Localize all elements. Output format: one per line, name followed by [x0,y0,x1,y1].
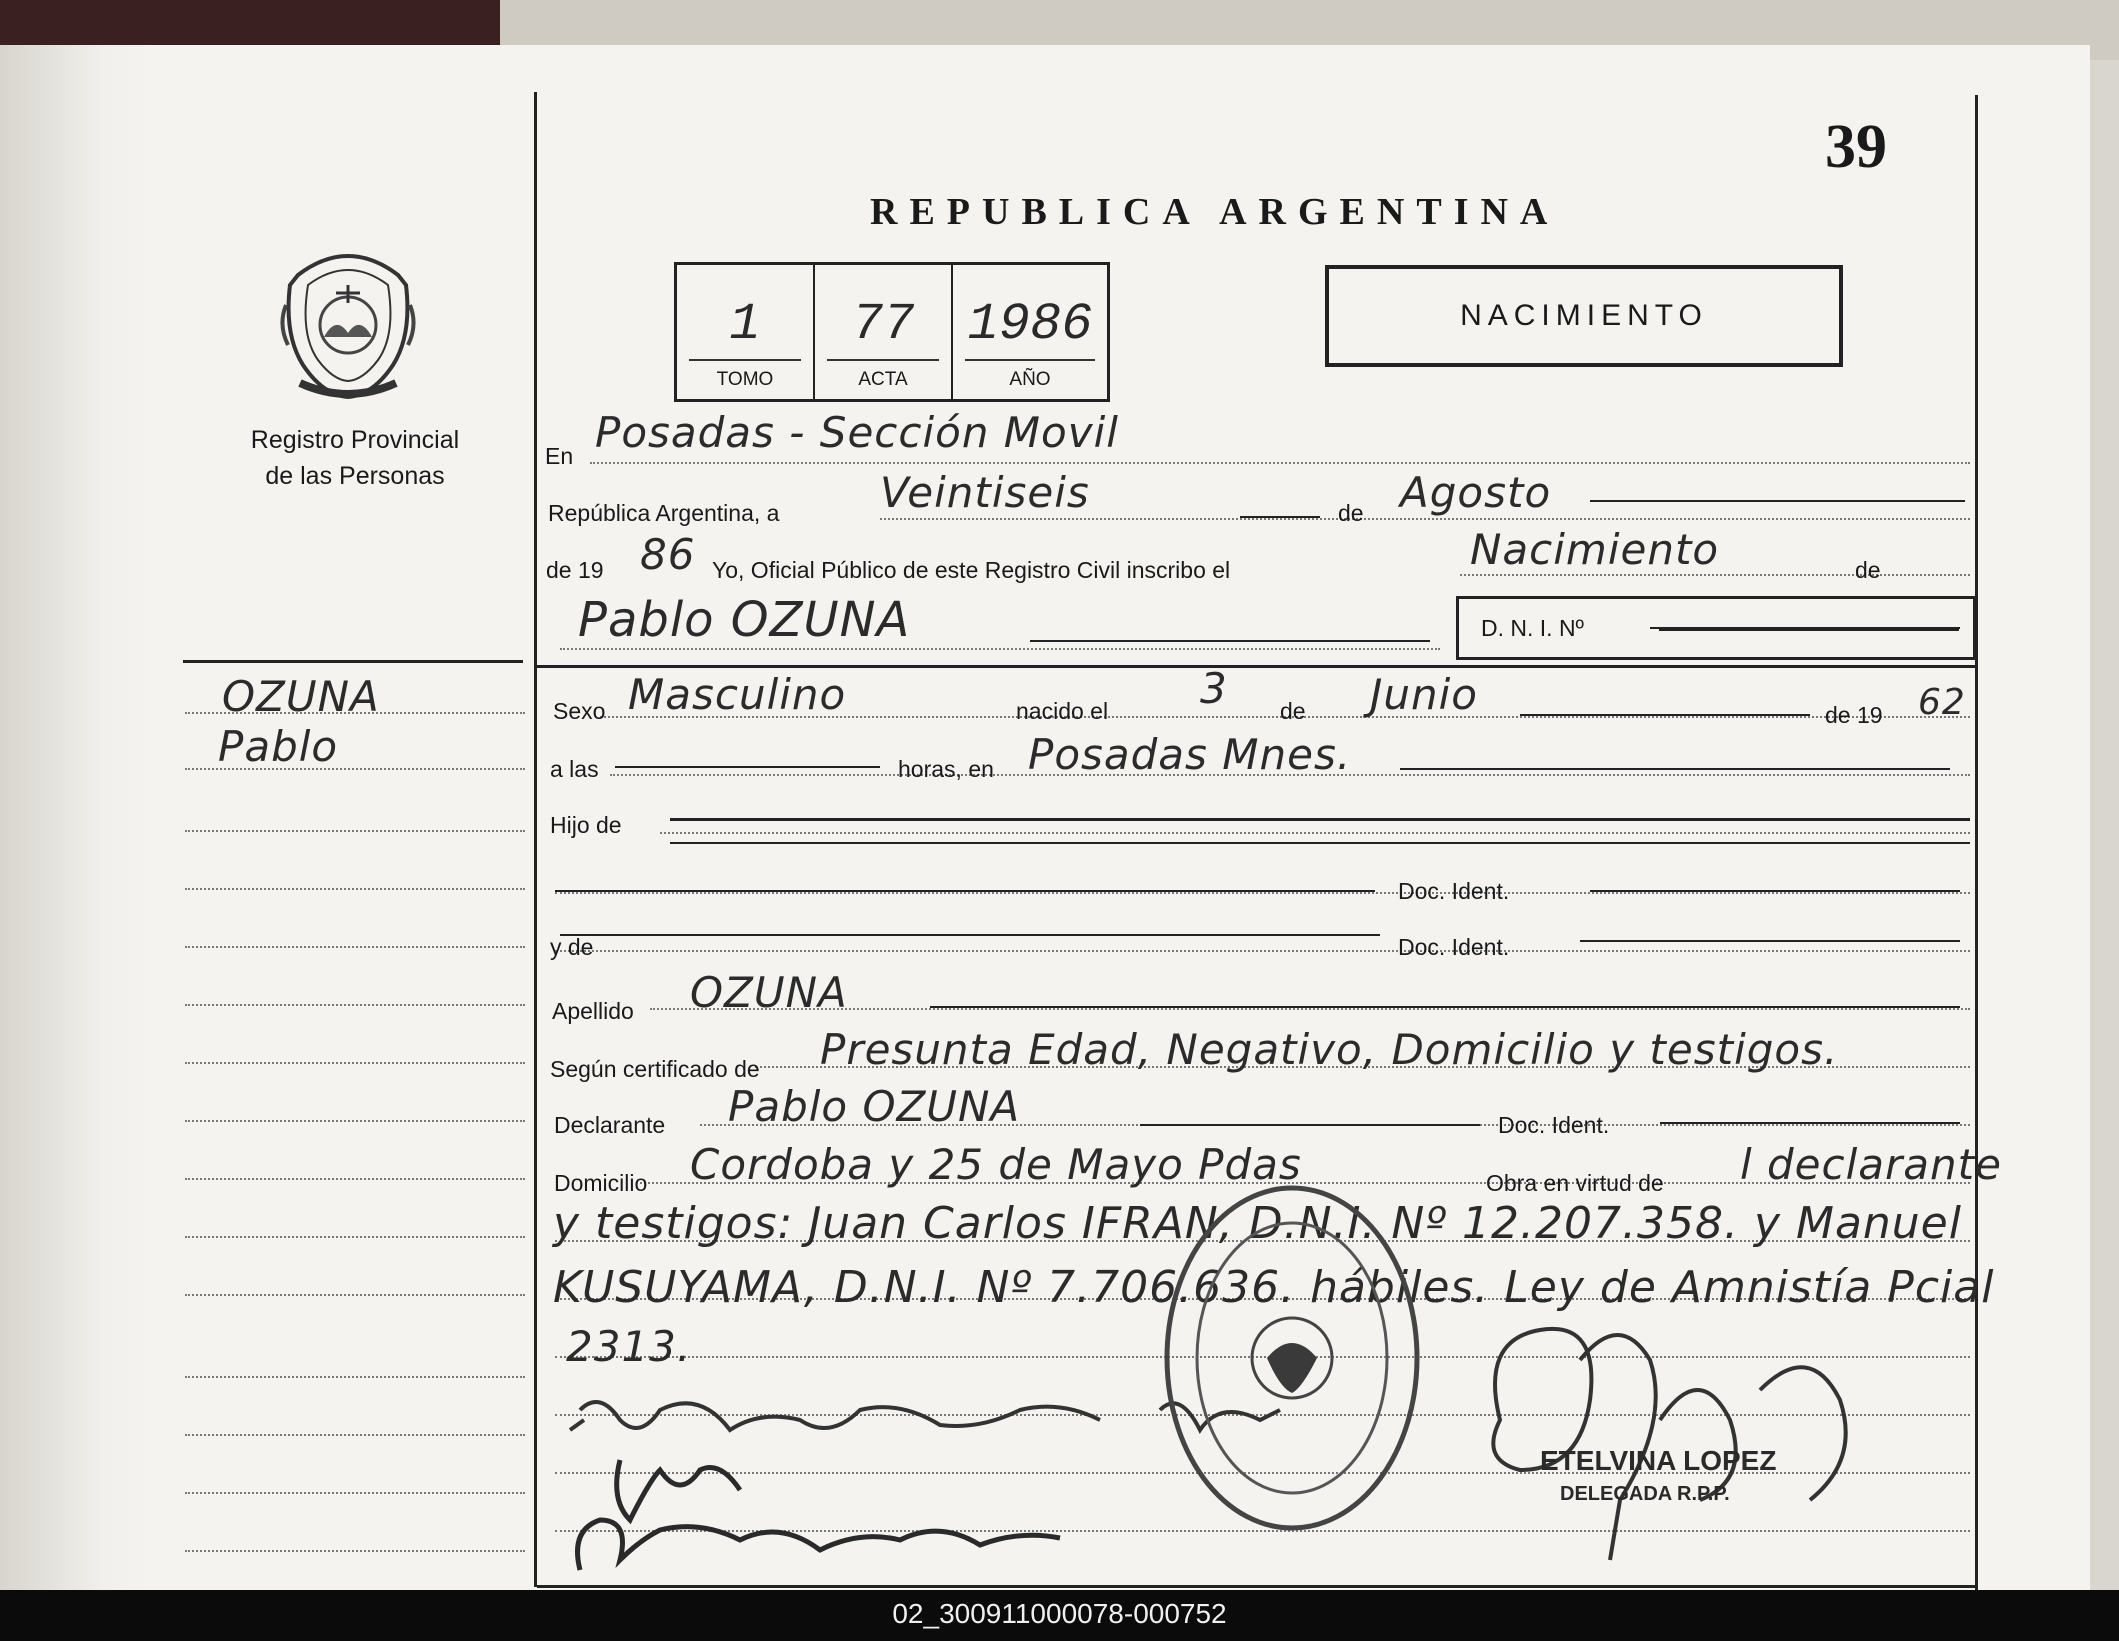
right-border [1975,95,1978,1590]
provincial-seal-icon [278,245,418,401]
day-words-value: Veintiseis [880,468,1090,517]
tomo-underline [689,359,801,361]
republica-label: República Argentina, a [548,500,780,526]
sexo-value: Masculino [628,670,847,719]
acta-label: ACTA [858,369,908,390]
fill-stroke [1400,768,1950,770]
tomo-cell [677,265,815,399]
registry-label [205,422,505,494]
page-number: 39 [1825,113,1887,181]
svg-text:DELEGADA R.P.P.: DELEGADA R.P.P. [1560,1483,1730,1505]
en-label: En [545,443,574,469]
birth-month-value: Junio [1370,670,1478,719]
fill-stroke [930,1006,1960,1008]
anio-underline [965,359,1095,361]
fill-stroke [615,766,880,768]
hijo-label: Hijo de [550,812,622,838]
certificado-value: Presunta Edad, Negativo, Domicilio y testigos. [820,1025,1839,1074]
fill-stroke [1520,714,1810,716]
doc-ident-label-3: Doc. Ident. [1498,1112,1610,1138]
book-gutter [0,45,150,1590]
dni-blank-line [1659,629,1959,631]
fill-stroke [1590,890,1960,892]
act-type-value: Nacimiento [1470,525,1720,574]
anio-value: 1986 [967,295,1093,354]
form-line [555,950,1970,952]
remarks-line2: KUSUYAMA, D.N.I. Nº 7.706.636. hábiles. Ley de Amnistía Pcial [553,1262,1995,1313]
doc-ident-label-1: Doc. Ident. [1398,878,1510,904]
margin-line [185,1492,525,1494]
official-oval-stamp-icon [1152,1178,1432,1548]
tomo-label: TOMO [716,369,774,390]
fill-stroke [670,818,1970,821]
a-las-label: a las [550,756,599,782]
acta-underline [827,359,939,361]
form-line [560,648,1440,650]
fill-stroke [1660,1122,1960,1124]
obra-value: l declarante [1740,1140,2002,1189]
fill-stroke [1580,940,1960,942]
margin-line [185,1434,525,1436]
horas-label: horas, en [898,756,994,782]
margin-line [185,888,525,890]
nacido-label: nacido el [1016,698,1109,724]
doc-ident-label-2: Doc. Ident. [1398,934,1510,960]
subject-name-value: Pablo OZUNA [578,592,911,648]
margin-header-rule [183,660,523,663]
year-suffix-value: 86 [640,530,696,579]
place-value: Posadas - Sección Movil [595,408,1119,457]
apellido-label: Apellido [552,998,634,1024]
fill-stroke [1030,640,1430,642]
record-type-box: NACIMIENTO [1325,265,1843,367]
domicilio-label: Domicilio [554,1170,648,1196]
form-line [590,462,1970,464]
margin-line [185,1294,525,1296]
country-title: REPUBLICA ARGENTINA [870,191,1560,233]
registry-label-line2: de las Personas [265,462,445,490]
margin-line [185,830,525,832]
svg-text:ETELVINA LOPEZ: ETELVINA LOPEZ [1540,1445,1777,1476]
year-prefix-label: de 19 [546,557,604,583]
segun-label: Según certificado de [550,1056,760,1082]
birth-year-suffix-value: 62 [1918,682,1966,723]
fill-stroke [555,890,1375,892]
tomo-value: 1 [729,295,761,354]
acta-cell [815,265,953,399]
registry-label-line1: Registro Provincial [250,426,460,454]
form-line [880,518,1970,520]
margin-line [185,1376,525,1378]
acta-value: 77 [851,295,915,354]
margin-line [185,1004,525,1006]
margin-line [185,1062,525,1064]
form-line [555,892,1970,894]
apellido-value: OZUNA [690,968,848,1017]
fill-stroke [1240,516,1320,518]
form-section-rule [537,665,1975,668]
y-de-label: y de [550,934,594,960]
column-divider [534,92,537,1587]
birth-day-value: 3 [1200,664,1228,713]
birth-year-prefix: de 19 [1825,702,1883,728]
delegate-signature-icon [1460,1300,1920,1580]
margin-line [185,946,525,948]
form-line [1460,574,1970,576]
record-id-box [674,262,1110,402]
image-code: 02_300911000078-000752 [892,1598,1227,1629]
dni-box [1456,596,1976,660]
book-cover-edge [0,0,500,48]
sexo-label: Sexo [553,698,606,724]
fill-stroke [1590,500,1965,502]
margin-line [185,1550,525,1552]
fill-stroke [670,842,1970,844]
fill-stroke [560,934,1380,936]
anio-cell [953,265,1107,399]
margin-given-name: Pablo [218,722,339,771]
margin-line [185,1236,525,1238]
month-value: Agosto [1400,468,1552,517]
declarante-value: Pablo OZUNA [728,1082,1021,1131]
remarks-line3: 2313. [566,1322,692,1371]
birth-place-value: Posadas Mnes. [1028,730,1352,779]
de-label-3: de [1280,698,1306,724]
margin-line [185,1178,525,1180]
fill-stroke [1140,1124,1480,1126]
anio-label: AÑO [1009,369,1051,390]
de-label-2: de [1855,557,1881,583]
form-line [660,832,1970,834]
declarante-label: Declarante [554,1112,666,1138]
remarks-line1: y testigos: Juan Carlos IFRAN, D.N.I. Nº 12.207.358. y Manuel [553,1198,1962,1249]
de-label: de [1338,500,1364,526]
dni-label: D. N. I. Nº [1481,615,1584,641]
margin-surname: OZUNA [222,672,380,721]
domicilio-value: Cordoba y 25 de Mayo Pdas [690,1140,1302,1189]
form-line [650,1008,1970,1010]
obra-label: Obra en virtud de [1486,1170,1664,1196]
margin-line [185,1120,525,1122]
officer-text: Yo, Oficial Público de este Registro Civil inscribo el [712,557,1231,583]
